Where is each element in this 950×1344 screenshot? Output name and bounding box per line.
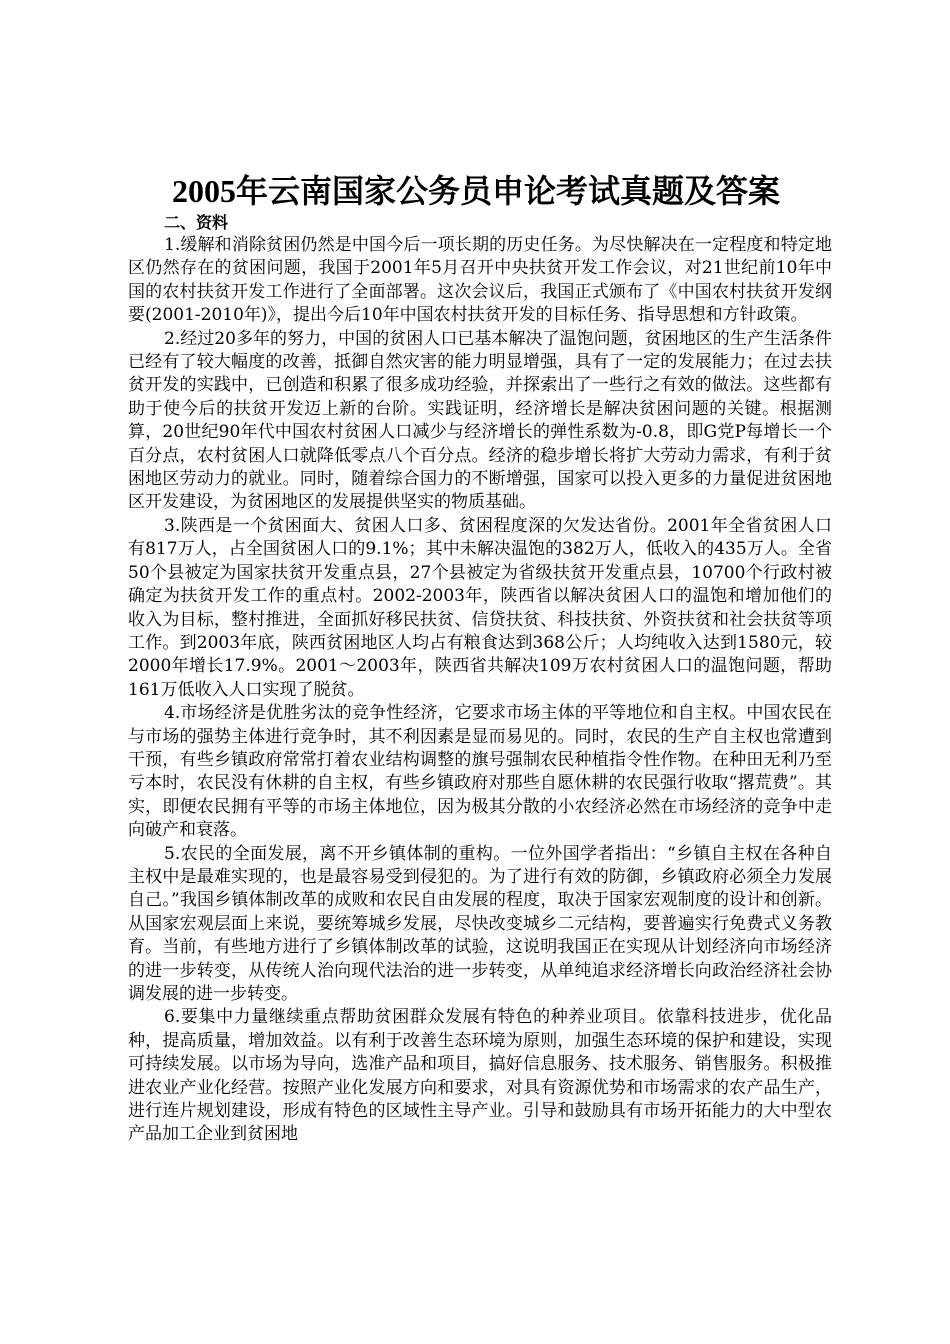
paragraph-3: 3.陕西是一个贫困面大、贫困人口多、贫困程度深的欠发达省份。2001年全省贫困人口有817万人，占全国贫困人口的9.1%；其中未解决温饱的382万人，低收入的435万人。全省50个县被定为国家扶贫开发重点县，27个县被定为省级扶贫开发重点县，10700个行政村被确定为扶贫开发工作的重点村。2002-2003年，陕西省以解决贫困人口的温饱和增加他们的收入为目标，整村推进，全面抓好移民扶贫、信贷扶贫、科技扶贫、外资扶贫和社会扶贫等项工作。到2003年底，陕西贫困地区人均占有粮食达到368公斤；人均纯收入达到1580元，较2000年增长17.9%。2001～2003年，陕西省共解决109万农村贫困人口的温饱问题，帮助161万低收入人口实现了脱贫。 <box>128 515 832 700</box>
document-title: 2005年云南国家公务员申论考试真题及答案 <box>171 173 780 209</box>
section-heading: 二、资料 <box>164 213 229 232</box>
paragraph-6: 6.要集中力量继续重点帮助贫困群众发展有特色的种养业项目。依靠科技进步，优化品种，提高质量，增加效益。以有利于改善生态环境为原则，加强生态环境的保护和建设，实现可持续发展。以市场为导向，选准产品和项目，搞好信息服务、技术服务、销售服务。积极推进农业产业化经营。按照产业化发展方向和要求，对具有资源优势和市场需求的农产品生产，进行连片规划建设，形成有特色的区域性主导产业。引导和鼓励具有市场开拓能力的大中型农产品加工企业到贫困地 <box>128 1007 832 1145</box>
paragraph-4: 4.市场经济是优胜劣汰的竞争性经济，它要求市场主体的平等地位和自主权。中国农民在与市场的强势主体进行竞争时，其不利因素是显而易见的。同时，农民的生产自主权也常遭到干预，有些乡镇政府常常打着农业结构调整的旗号强制农民种植指令性作物。在种田无利乃至亏本时，农民没有休耕的自主权，有些乡镇政府对那些自愿休耕的农民强行收取“撂荒费”。其实，即便农民拥有平等的市场主体地位，因为极其分散的小农经济必然在市场经济的竞争中走向破产和衰落。 <box>128 703 832 841</box>
paragraph-2: 2.经过20多年的努力，中国的贫困人口已基本解决了温饱问题，贫困地区的生产生活条件已经有了较大幅度的改善，抵御自然灾害的能力明显增强，具有了一定的发展能力；在过去扶贫开发的实践中，已创造和积累了很多成功经验，并探索出了一些行之有效的做法。这些都有助于使今后的扶贫开发迈上新的台阶。实践证明，经济增长是解决贫困问题的关键。根据测算，20世纪90年代中国农村贫困人口减少与经济增长的弹性系数为-0.8，即G党P每增长一个百分点，农村贫困人口就降低零点八个百分点。经济的稳步增长将扩大劳动力需求，有利于贫困地区劳动力的就业。同时，随着综合国力的不断增强，国家可以投入更多的力量促进贫困地区开发建设，为贫困地区的发展提供坚实的物质基础。 <box>128 328 832 513</box>
paragraph-5: 5.农民的全面发展，离不开乡镇体制的重构。一位外国学者指出：“乡镇自主权在各种自主权中是最难实现的，也是最容易受到侵犯的。为了进行有效的防御，乡镇政府必须全力发展自己。”我国乡镇体制改革的成败和农民自由发展的程度，取决于国家宏观制度的设计和创新。从国家宏观层面上来说，要统筹城乡发展，尽快改变城乡二元结构，要普遍实行免费式义务教育。当前，有些地方进行了乡镇体制改革的试验，这说明我国正在实现从计划经济向市场经济的进一步转变，从传统人治向现代法治的进一步转变，从单纯追求经济增长向政治经济社会协调发展的进一步转变。 <box>128 843 832 1004</box>
document-page <box>128 170 832 1147</box>
paragraph-1: 1.缓解和消除贫困仍然是中国今后一项长期的历史任务。为尽快解决在一定程度和特定地区仍然存在的贫困问题，我国于2001年5月召开中央扶贫开发工作会议，对21世纪前10年中国的农村扶贫开发工作进行了全面部署。这次会议后，我国正式颁布了《中国农村扶贫开发纲要(2001-2010年)》，提出今后10年中国农村扶贫开发的目标任务、指导思想和方针政策。 <box>128 235 832 326</box>
